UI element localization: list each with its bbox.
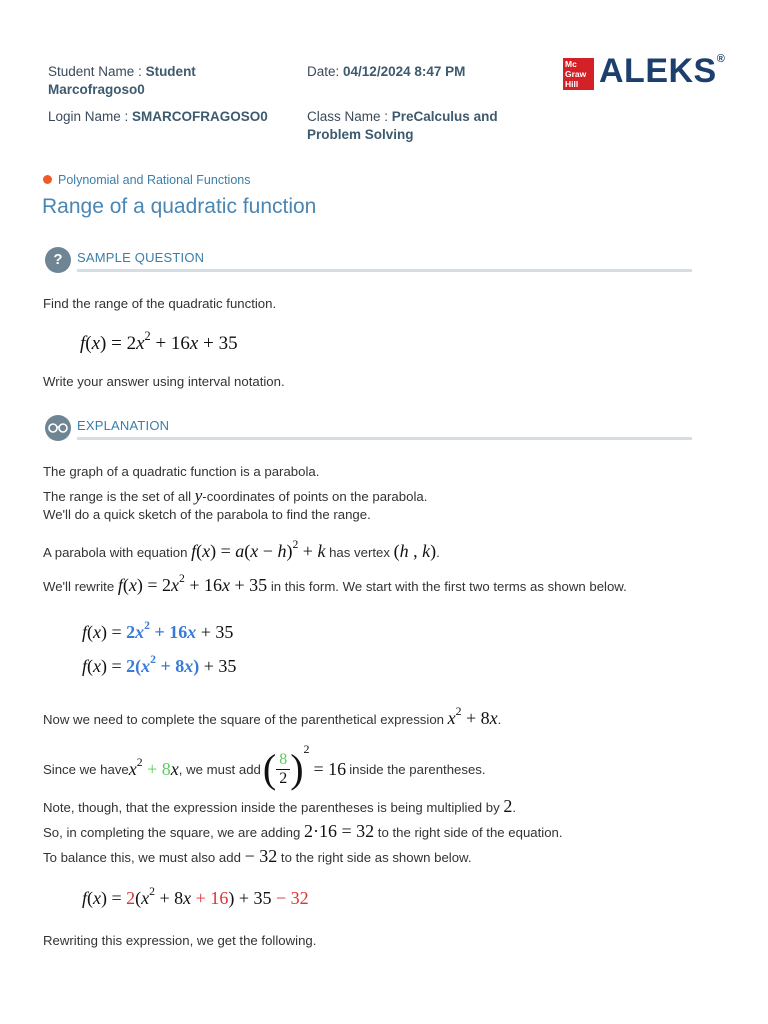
explanation-text: Since we have [43, 761, 129, 777]
function-equation: $f(x) = 2x^2 + 16x + 35$ [117, 572, 268, 595]
class-name-label: Class Name : [307, 109, 392, 124]
question-icon: ? [45, 247, 71, 273]
explanation-line: A parabola with equation $f(x) = a(x - h)^2 + k$ has vertex (h , k). [43, 538, 440, 561]
explanation-line [43, 572, 627, 596]
topic-category: Polynomial and Rational Functions [58, 173, 251, 187]
student-name-label: Student Name : [48, 64, 146, 79]
date-label: Date: [307, 64, 344, 79]
explanation-text: -coordinates of points on the parabola. [202, 489, 428, 504]
explanation-line [43, 741, 486, 794]
explanation-text: A parabola with equation [43, 545, 192, 560]
login-name-label: Login Name : [48, 109, 133, 124]
explanation-line: Note, though, that the expression inside the parentheses is being multiplied by 2. [43, 796, 517, 816]
added-value-equation: 2·16 = 32 [303, 821, 375, 841]
student-name-value: Student [145, 64, 196, 79]
aleks-logo [599, 52, 725, 91]
explanation-line: Now we need to complete the square of the parenthetical expression $x^2 + 8x$. [43, 705, 502, 728]
question-instruction: Write your answer using interval notation. [43, 374, 285, 389]
explanation-text: to the right side of the equation. [374, 825, 563, 840]
explanation-text: Note, though, that the expression inside the parentheses is being multiplied by [43, 800, 504, 815]
vertex-form-equation: $f(x) = a(x - h)^2 + k$ [191, 538, 326, 561]
question-equation: $f(x) = 2x^2 + 16x + 35$ [80, 328, 238, 354]
explanation-line: Rewriting this expression, we get the following. [43, 933, 317, 948]
explanation-text: Now we need to complete the square of the parenthetical expression [43, 712, 448, 727]
explanation-line [43, 821, 563, 842]
explanation-line: The graph of a quadratic function is a parabola. [43, 464, 320, 479]
class-name-value-cont: Problem Solving [307, 127, 414, 142]
logo-mc: Mc [565, 59, 577, 69]
completing-square-term: ( 8 2 ) 2 = 16 [262, 741, 347, 791]
explanation-text: inside the parentheses. [349, 761, 486, 777]
student-name-field [48, 63, 288, 99]
date-value: 04/12/2024 8:47 PM [343, 64, 466, 79]
explanation-text: , we must add [178, 761, 261, 777]
explanation-line [43, 846, 472, 867]
question-text: Find the range of the quadratic function. [43, 296, 277, 311]
explanation-text: So, in completing the square, we are adding [43, 825, 304, 840]
explanation-text: The range is the set of all [43, 489, 195, 504]
explanation-text: to the right side as shown below. [277, 850, 472, 865]
date-field [307, 63, 465, 81]
explanation-text: has vertex [325, 545, 394, 560]
topic-dot-icon [43, 175, 52, 184]
aleks-logo-text: ALEKS [599, 52, 717, 90]
explanation-text: We'll rewrite [43, 579, 118, 594]
student-name-value-cont: Marcofragoso0 [48, 82, 145, 97]
class-name-value: PreCalculus and [391, 109, 498, 124]
multiplier-value: 2 [503, 796, 513, 816]
explanation-heading: EXPLANATION [77, 418, 170, 433]
page-title: Range of a quadratic function [42, 195, 317, 218]
equation-step-3: $f(x) = 2(x^2 + 8x + 16) + 35 - 32$ [82, 885, 309, 908]
parenthetical-term: $x^2 + 8x$ [128, 755, 179, 779]
mcgraw-hill-logo [563, 58, 594, 90]
login-name-field [48, 108, 268, 126]
explanation-text: in this form. We start with the first two terms as shown below. [267, 579, 627, 594]
explanation-text: To balance this, we must also add [43, 850, 245, 865]
vertex-notation: (h , k) [393, 541, 437, 561]
glasses-icon [45, 415, 71, 441]
sample-question-heading: SAMPLE QUESTION [77, 250, 205, 265]
explanation-line [43, 486, 427, 506]
logo-graw: Graw [565, 69, 587, 79]
registered-mark: ® [716, 53, 726, 65]
explanation-line: We'll do a quick sketch of the parabola to find the range. [43, 507, 371, 522]
parenthetical-expression: $x^2 + 8x$ [447, 705, 498, 728]
balance-value: − 32 [244, 846, 278, 866]
section-divider [77, 269, 692, 272]
class-name-field [307, 108, 547, 144]
login-name-value: SMARCOFRAGOSO0 [132, 109, 268, 124]
equation-step-1: $f(x) = 2x^2 + 16x + 35$ [82, 619, 234, 642]
section-divider [77, 437, 692, 440]
equation-step-2: $f(x) = 2(x^2 + 8x) + 35$ [82, 653, 237, 676]
math-y: y [194, 486, 203, 505]
logo-hill: Hill [565, 79, 579, 89]
